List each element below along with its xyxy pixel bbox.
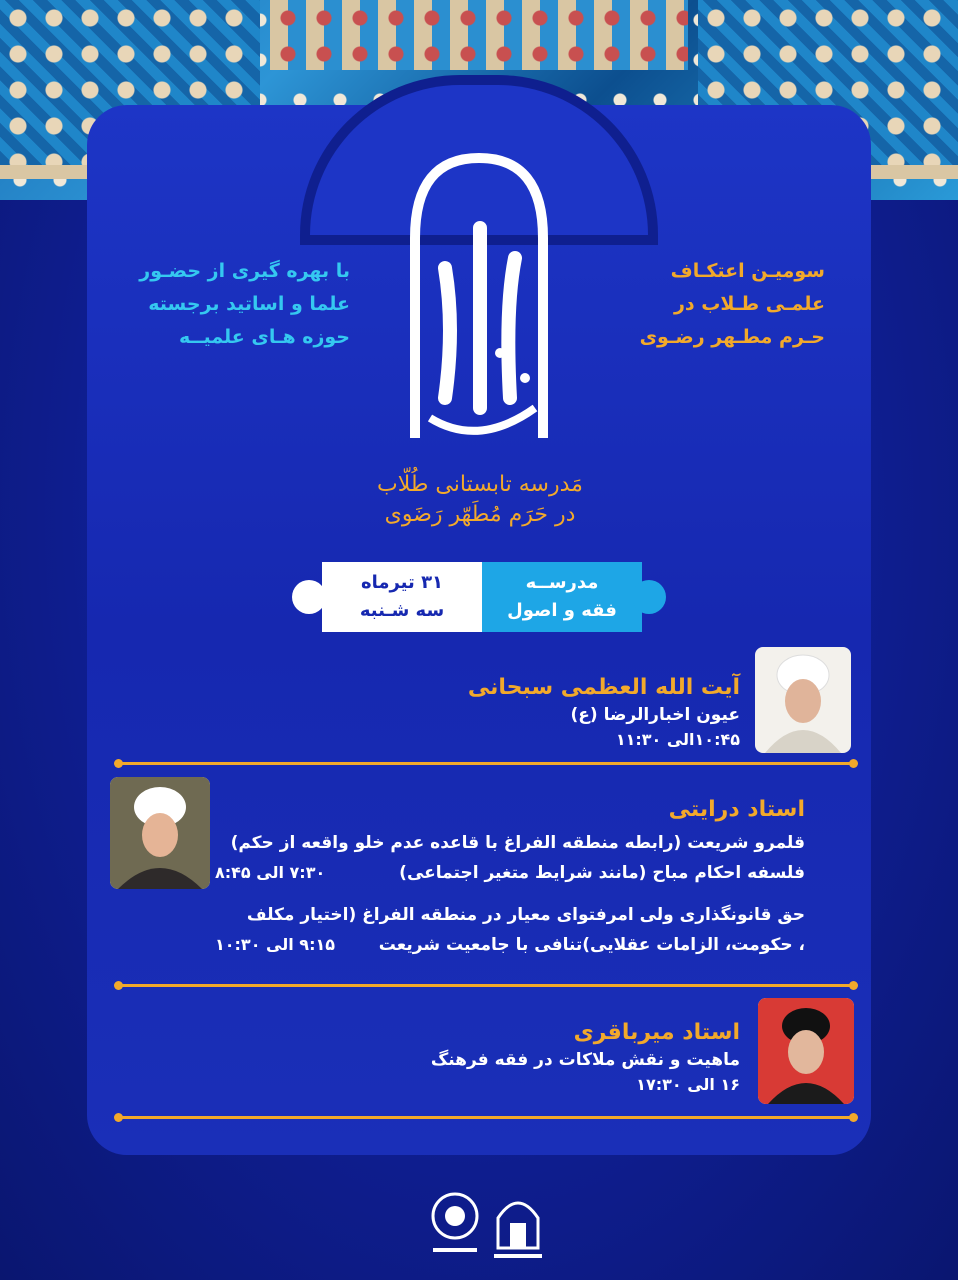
speaker-photo-sobhani bbox=[755, 647, 851, 753]
date-badge bbox=[322, 562, 482, 632]
speaker-name: استاد میرباقری bbox=[573, 1020, 740, 1045]
header-right-text bbox=[585, 255, 825, 354]
speaker-name: آیت الله العظمی سبحانی bbox=[467, 675, 740, 700]
speaker-topic-row bbox=[215, 930, 805, 960]
speaker-time: ۷:۳۰ الی ۸:۴۵ bbox=[215, 863, 326, 882]
tile-panel-top bbox=[270, 0, 688, 70]
date-line: ۳۱ تیرماه bbox=[360, 572, 444, 593]
header-left-line: حوزه هـای علمیــه bbox=[179, 326, 350, 348]
separator bbox=[118, 1116, 854, 1119]
dar-al-ilm-logo bbox=[385, 148, 573, 448]
speaker-block-3 bbox=[400, 1020, 740, 1094]
speaker-name: استاد درایتی bbox=[668, 797, 805, 822]
speaker-topic: قلمرو شریعت (رابطه منطقه الفراغ با قاعده عدم خلو واقعه از حکم) bbox=[230, 833, 805, 853]
badge-cap-right bbox=[632, 580, 666, 614]
speaker-topic-row bbox=[215, 858, 805, 888]
speaker-time: ۱۰:۴۵الی ۱۱:۳۰ bbox=[615, 730, 740, 749]
school-subject-line: فقه و اصول bbox=[507, 600, 617, 621]
speaker-photo-derayati bbox=[110, 777, 210, 889]
separator bbox=[118, 984, 854, 987]
badge-cap-left bbox=[292, 580, 326, 614]
school-line: مدرســه bbox=[525, 572, 599, 593]
header-left-text bbox=[110, 255, 350, 354]
speaker-time: ۹:۱۵ الی ۱۰:۳۰ bbox=[215, 935, 335, 954]
header-left-line: علما و اساتید برجسته bbox=[148, 293, 350, 315]
school-date-badge bbox=[282, 562, 676, 632]
school-badge bbox=[482, 562, 642, 632]
speaker-topic: ، حکومت، الزامات عقلایی)تنافی با جامعیت شریعت bbox=[378, 935, 805, 955]
weekday-line: سه شـنبه bbox=[359, 600, 445, 621]
astan-quds-logo bbox=[488, 1188, 548, 1268]
speaker-topic: ماهیت و نقش ملاکات در فقه فرهنگ bbox=[430, 1050, 740, 1070]
speaker-time: ۱۶ الی ۱۷:۳۰ bbox=[636, 1075, 740, 1094]
header-right-line: حـرم مطـهر رضـوی bbox=[639, 326, 825, 348]
logo-title bbox=[355, 470, 605, 530]
header-right-line: علمـی طـلاب در bbox=[673, 293, 825, 315]
speaker-photo-mirbagheri bbox=[758, 998, 854, 1104]
speaker-block-1 bbox=[420, 675, 740, 749]
speaker-topic: فلسفه احکام مباح (مانند شرایط متغیر اجتماعی) bbox=[399, 863, 805, 883]
logo-title-line1: مَدرسه تابستانی طُلّاب bbox=[377, 472, 583, 497]
seminary-logo bbox=[425, 1188, 485, 1268]
separator bbox=[118, 762, 854, 765]
speaker-topic: حق قانونگذاری ولی امرفتوای معیار در منطقه الفراغ (اختیار مکلف bbox=[246, 905, 805, 925]
speaker-block-2 bbox=[215, 797, 805, 960]
header-left-line: با بهره گیری از حضـور bbox=[139, 260, 350, 282]
header-right-line: سومیـن اعتکـاف bbox=[670, 260, 825, 282]
speaker-topic: عیون اخبارالرضا (ع) bbox=[570, 705, 740, 725]
logo-title-line2: در حَرَم مُطَهّر رَضَوی bbox=[384, 502, 576, 527]
